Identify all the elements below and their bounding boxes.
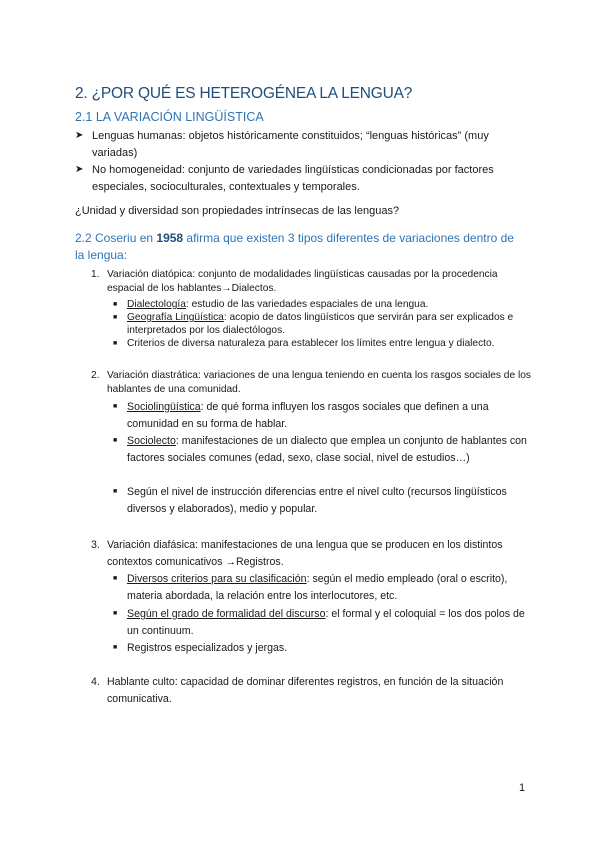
sub-item: ■ Según el nivel de instrucción diferencias entre el nivel culto (recursos lingüísticos diversos y elaborados), medio y popular. — [113, 486, 507, 515]
square-bullet-icon: ■ — [113, 575, 118, 582]
square-bullet-icon: ■ — [113, 403, 118, 410]
arrow-bullet-icon: ➤ — [75, 164, 84, 175]
sub-item: ■ Sociolingüística: de qué forma influyen los rasgos sociales que definen a una comunidad en su forma de hablar. — [113, 401, 489, 430]
sub-item: ■ Sociolecto: manifestaciones de un dialecto que emplea un conjunto de hablantes con factores sociales comunes (edad, sexo, clase social, nivel de estudios…) — [113, 435, 527, 464]
sub-item: ■ Dialectología: estudio de las variedades espaciales de una lengua. — [113, 299, 429, 310]
square-bullet-icon: ■ — [113, 610, 118, 617]
question-text: ¿Unidad y diversidad son propiedades intrínsecas de las lenguas? — [75, 205, 400, 217]
square-bullet-icon: ■ — [113, 437, 118, 444]
square-bullet-icon: ■ — [113, 340, 118, 347]
sub-item: ■ Diversos criterios para su clasificación: según el medio empleado (oral o escrito), materia abordada, la relación entre los interlocutores, etc. — [113, 573, 508, 602]
page-number: 1 — [519, 782, 526, 794]
sub-item: ■ Según el grado de formalidad del discurso: el formal y el coloquial = los dos polos de un continuum. — [113, 608, 525, 637]
subsection-heading-coseriu: 2.2 Coseriu en 1958 afirma que existen 3 tipos diferentes de variaciones dentro de la lengua: — [75, 231, 514, 262]
list-item-hablante-culto: 4. Hablante culto: capacidad de dominar diferentes registros, en función de la situación comunicativa. — [91, 676, 504, 705]
section-heading: 2. ¿POR QUÉ ES HETEROGÉNEA LA LENGUA? — [75, 85, 413, 102]
sub-item: ■ Criterios de diversa naturaleza para establecer los límites entre lengua y dialecto. — [113, 338, 495, 349]
year-highlight: 1958 — [156, 231, 184, 245]
sub-item: ■ Geografía Lingüística: acopio de datos lingüísticos que servirán para ser explicados e interpretados por los dialectólogos. — [113, 312, 514, 336]
square-bullet-icon: ■ — [113, 301, 118, 308]
square-bullet-icon: ■ — [113, 644, 118, 651]
list-item-diastratica: 2. Variación diastrática: variaciones de una lengua teniendo en cuenta los rasgos sociales de los hablantes de una comunidad. — [91, 370, 531, 395]
arrow-point-1: ➤ Lenguas humanas: objetos históricamente constituidos; “lenguas históricas” (muy variadas) — [75, 130, 489, 159]
square-bullet-icon: ■ — [113, 488, 118, 495]
arrow-bullet-icon: ➤ — [75, 130, 84, 141]
square-bullet-icon: ■ — [113, 314, 118, 321]
sub-item: ■ Registros especializados y jergas. — [113, 640, 533, 657]
list-item-diafasica: 3. Variación diafásica: manifestaciones de una lengua que se producen en los distintos contextos comunicativos →Registros. — [91, 539, 503, 568]
list-item-diatopica: 1. Variación diatópica: conjunto de modalidades lingüísticas causadas por la procedencia espacial de los hablantes→Dialectos. — [91, 269, 498, 294]
subsection-heading-variacion: 2.1 LA VARIACIÓN LINGÜÍSTICA — [75, 110, 264, 124]
arrow-point-2: ➤ No homogeneidad: conjunto de variedades lingüísticas condicionadas por factores especiales, socioculturales, contextuales y temporales. — [75, 164, 494, 193]
